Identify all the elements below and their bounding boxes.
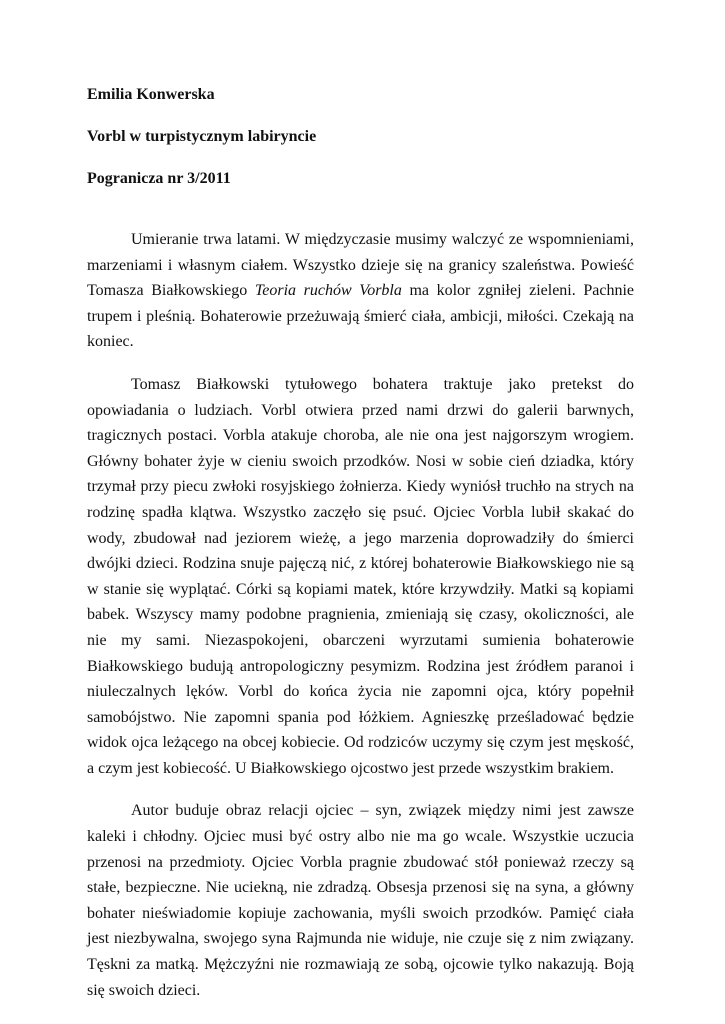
- paragraph-1-after: ma kolor zgniłej zieleni. Pachnie trupem i pleśnią. Bohaterowie przeżuwają śmierć ciała, ambicji, miłości. Czekają na koniec.: [87, 282, 634, 351]
- article-body: [87, 227, 634, 1003]
- paragraph-1: [87, 227, 634, 355]
- paragraph-2: Tomasz Białkowski tytułowego bohatera traktuje jako pretekst do opowiadania o ludziach. Vorbl otwiera przed nami drzwi do galerii barwnych, tragicznych postaci. Vorbla atakuje choroba, ale nie ona jest najgorszym wrogiem. Główny bohater żyje w cieniu swoich przodków. Nosi w sobie cień dziadka, który trzymał przy piecu zwłoki rosyjskiego żołnierza. Kiedy wyniósł truchło na strych na rodzinę spadła klątwa. Wszystko zaczęło się psuć. Ojciec Vorbla lubił skakać do wody, zbudował nad jeziorem wieżę, a jego marzenia doprowadziły do śmierci dwójki dzieci. Rodzina snuje pajęczą nić, z której bohaterowie Białkowskiego nie są w stanie się wyplątać. Córki są kopiami matek, które krzywdziły. Matki są kopiami babek. Wszyscy mamy podobne pragnienia, zmieniają się czasy, okoliczności, ale nie my sami. Niezaspokojeni, obarczeni wyrzutami sumienia bohaterowie Białkowskiego budują antropologiczny pesymizm. Rodzina jest źródłem paranoi i niuleczalnych lęków. Vorbl do końca życia nie zapomni ojca, który popełnił samobójstwo. Nie zapomni spania pod łóżkiem. Agnieszkę prześladować będzie widok ojca leżącego na obcej kobiecie. Od rodziców uczymy się czym jest męskość, a czym jest kobiecość. U Białkowskiego ojcostwo jest przede wszystkim brakiem.: [87, 375, 634, 777]
- publication-source: Pogranicza nr 3/2011: [87, 170, 231, 187]
- book-title: Teoria ruchów Vorbla: [254, 282, 402, 300]
- paragraph-1-before: Umieranie trwa latami. W międzyczasie musimy walczyć ze wspomnieniami, marzeniami i własnym ciałem. Wszystko dzieje się na granicy szaleństwa. Powieść Tomasza Białkowskiego: [87, 231, 634, 300]
- document-header: [87, 84, 634, 189]
- paragraph-3: Autor buduje obraz relacji ojciec – syn, związek między nimi jest zawsze kaleki i chłodny. Ojciec musi być ostry albo nie ma go wcale. Wszystkie uczucia przenosi na przedmioty. Ojciec Vorbla pragnie zbudować stół ponieważ rzeczy są stałe, bezpieczne. Nie uciekną, nie zdradzą. Obsesja przenosi się na syna, a główny bohater nieświadomie kopiuje zachowania, myśli swoich przodków. Pamięć ciała jest niezbywalna, swojego syna Rajmunda nie widuje, nie czuje się z nim związany. Tęskni za matką. Mężczyźni nie rozmawiają ze sobą, ojcowie tylko nakazują. Boją się swoich dzieci.: [87, 802, 634, 999]
- article-title: Vorbl w turpistycznym labiryncie: [87, 128, 317, 145]
- author-name: Emilia Konwerska: [87, 86, 215, 103]
